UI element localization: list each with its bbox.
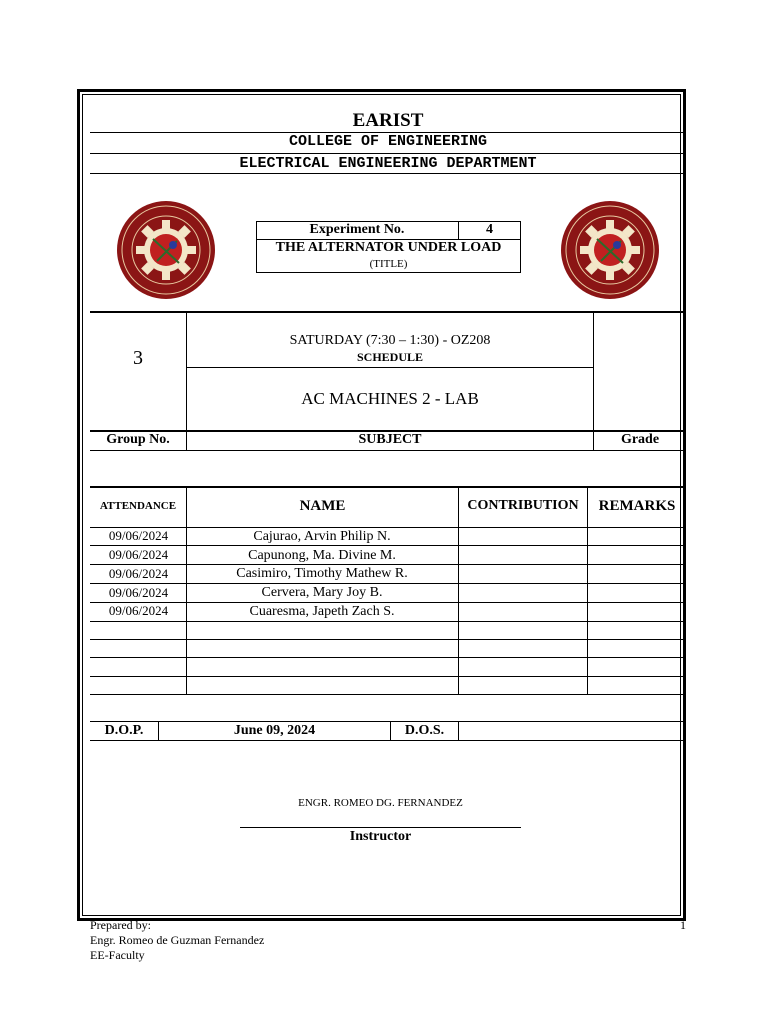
page-number: 1: [680, 918, 686, 932]
dop-value: June 09, 2024: [233, 723, 316, 738]
student-name: Cuaresma, Japeth Zach S.: [249, 604, 395, 619]
group-number-label: Group No.: [106, 432, 170, 447]
schedule-value: SATURDAY (7:30 – 1:30) - OZ208: [289, 333, 491, 348]
divider: [187, 367, 593, 368]
instructor-role: Instructor: [349, 829, 412, 844]
divider: [587, 486, 588, 694]
divider: [90, 450, 686, 451]
subject-value: AC MACHINES 2 - LAB: [301, 389, 479, 408]
instructor-name: ENGR. ROMEO DG. FERNANDEZ: [298, 797, 463, 809]
experiment-title: THE ALTERNATOR UNDER LOAD: [275, 240, 502, 255]
divider: [90, 740, 686, 741]
dos-label: D.O.S.: [404, 723, 445, 738]
subject-label: SUBJECT: [358, 432, 422, 447]
divider: [90, 694, 686, 695]
divider: [90, 583, 686, 584]
attendance-date: 09/06/2024: [108, 566, 169, 581]
preparer-name: Engr. Romeo de Guzman Fernandez: [90, 933, 265, 947]
student-name: Casimiro, Timothy Mathew R.: [236, 566, 408, 581]
divider: [90, 153, 686, 154]
attendance-date: 09/06/2024: [108, 603, 169, 618]
divider: [458, 486, 459, 694]
earist-seal-left: [117, 201, 215, 299]
school-name: EARIST: [352, 110, 424, 131]
divider: [90, 639, 686, 640]
contribution-header: CONTRIBUTION: [467, 498, 579, 513]
grade-label: Grade: [620, 432, 660, 447]
preparer-position: EE-Faculty: [90, 948, 145, 962]
attendance-date: 09/06/2024: [108, 528, 169, 543]
student-name: Cervera, Mary Joy B.: [261, 585, 383, 600]
attendance-header: ATTENDANCE: [99, 500, 177, 512]
divider: [90, 311, 686, 313]
divider: [90, 545, 686, 546]
attendance-date: 09/06/2024: [108, 585, 169, 600]
name-header: NAME: [299, 498, 346, 514]
experiment-number: 4: [486, 222, 493, 237]
seal-emblem-icon: [561, 201, 659, 299]
divider: [90, 486, 686, 488]
seal-emblem-icon: [117, 201, 215, 299]
divider: [458, 721, 459, 740]
divider: [90, 621, 686, 622]
earist-seal-right: [561, 201, 659, 299]
group-number: 3: [133, 347, 143, 369]
schedule-caption: SCHEDULE: [356, 350, 424, 364]
student-name: Cajurao, Arvin Philip N.: [253, 529, 391, 544]
divider: [90, 676, 686, 677]
department-name: ELECTRICAL ENGINEERING DEPARTMENT: [239, 155, 537, 172]
divider: [90, 657, 686, 658]
dop-label: D.O.P.: [104, 723, 144, 738]
divider: [90, 721, 686, 722]
attendance-date: 09/06/2024: [108, 547, 169, 562]
experiment-label: Experiment No.: [309, 222, 405, 237]
student-name: Capunong, Ma. Divine M.: [248, 548, 396, 563]
experiment-title-caption: (TITLE): [369, 258, 408, 270]
divider: [90, 173, 686, 174]
remarks-header: REMARKS: [598, 498, 676, 514]
signature-line: [240, 827, 521, 828]
college-name: COLLEGE OF ENGINEERING: [288, 133, 488, 150]
divider: [90, 564, 686, 565]
prepared-by-label: Prepared by:: [90, 918, 151, 932]
